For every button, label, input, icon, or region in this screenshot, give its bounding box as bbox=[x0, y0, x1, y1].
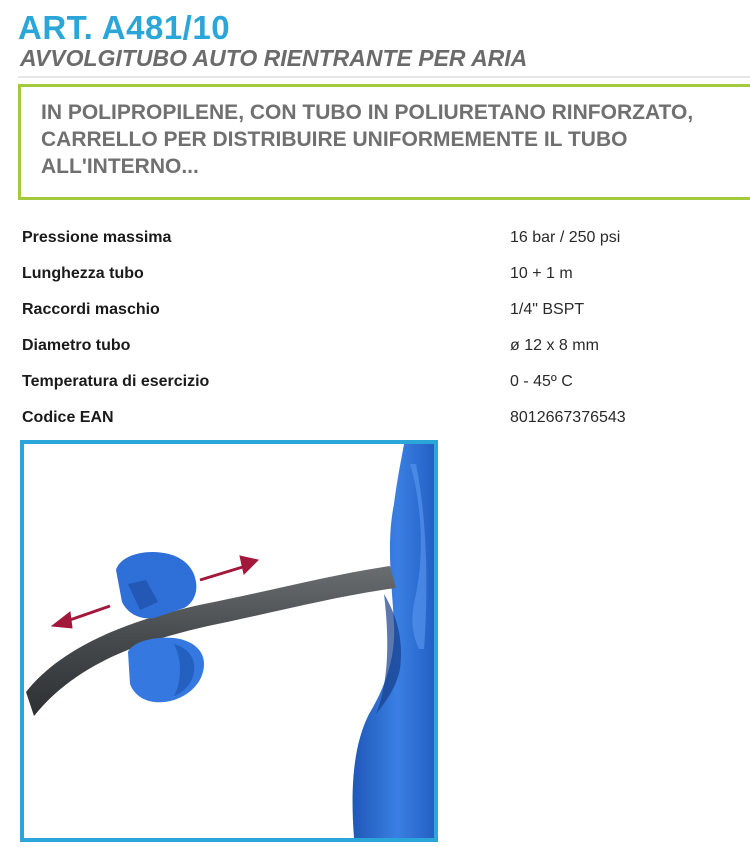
spec-row bbox=[22, 298, 722, 334]
spec-label: Diametro tubo bbox=[22, 337, 131, 354]
description-box bbox=[18, 84, 750, 200]
spec-row bbox=[22, 226, 722, 262]
spec-value: 0 - 45º C bbox=[510, 373, 573, 390]
guide-carriage-top bbox=[116, 552, 196, 618]
spec-label: Raccordi maschio bbox=[22, 301, 160, 318]
spec-value: ø 12 x 8 mm bbox=[510, 337, 599, 354]
hose-guide-illustration bbox=[24, 444, 434, 838]
spec-value: 16 bar / 250 psi bbox=[510, 229, 621, 246]
left-arrow-icon bbox=[52, 606, 110, 628]
right-arrow-icon bbox=[200, 556, 258, 580]
spec-label: Lunghezza tubo bbox=[22, 265, 144, 282]
spec-row bbox=[22, 406, 722, 442]
article-title: ART. A481/10 bbox=[18, 9, 231, 46]
spec-row bbox=[22, 370, 722, 406]
spec-value: 1/4" BSPT bbox=[510, 301, 585, 318]
spec-value: 8012667376543 bbox=[510, 409, 626, 426]
description-text: IN POLIPROPILENE, CON TUBO IN POLIURETANO RINFORZATO, CARRELLO PER DISTRIBUIRE UNIFORMEMENTE IL TUBO ALL'INTERNO... bbox=[41, 101, 694, 178]
spec-table bbox=[22, 226, 722, 442]
header-divider bbox=[18, 76, 750, 78]
spec-label: Codice EAN bbox=[22, 409, 114, 426]
spec-label: Pressione massima bbox=[22, 229, 172, 246]
spec-label: Temperatura di esercizio bbox=[22, 373, 210, 390]
spec-row bbox=[22, 334, 722, 370]
spec-row bbox=[22, 262, 722, 298]
article-subtitle: AVVOLGITUBO AUTO RIENTRANTE PER ARIA bbox=[20, 45, 528, 71]
spec-value: 10 + 1 m bbox=[510, 265, 573, 282]
hose bbox=[26, 566, 396, 716]
product-detail-photo bbox=[20, 440, 438, 842]
